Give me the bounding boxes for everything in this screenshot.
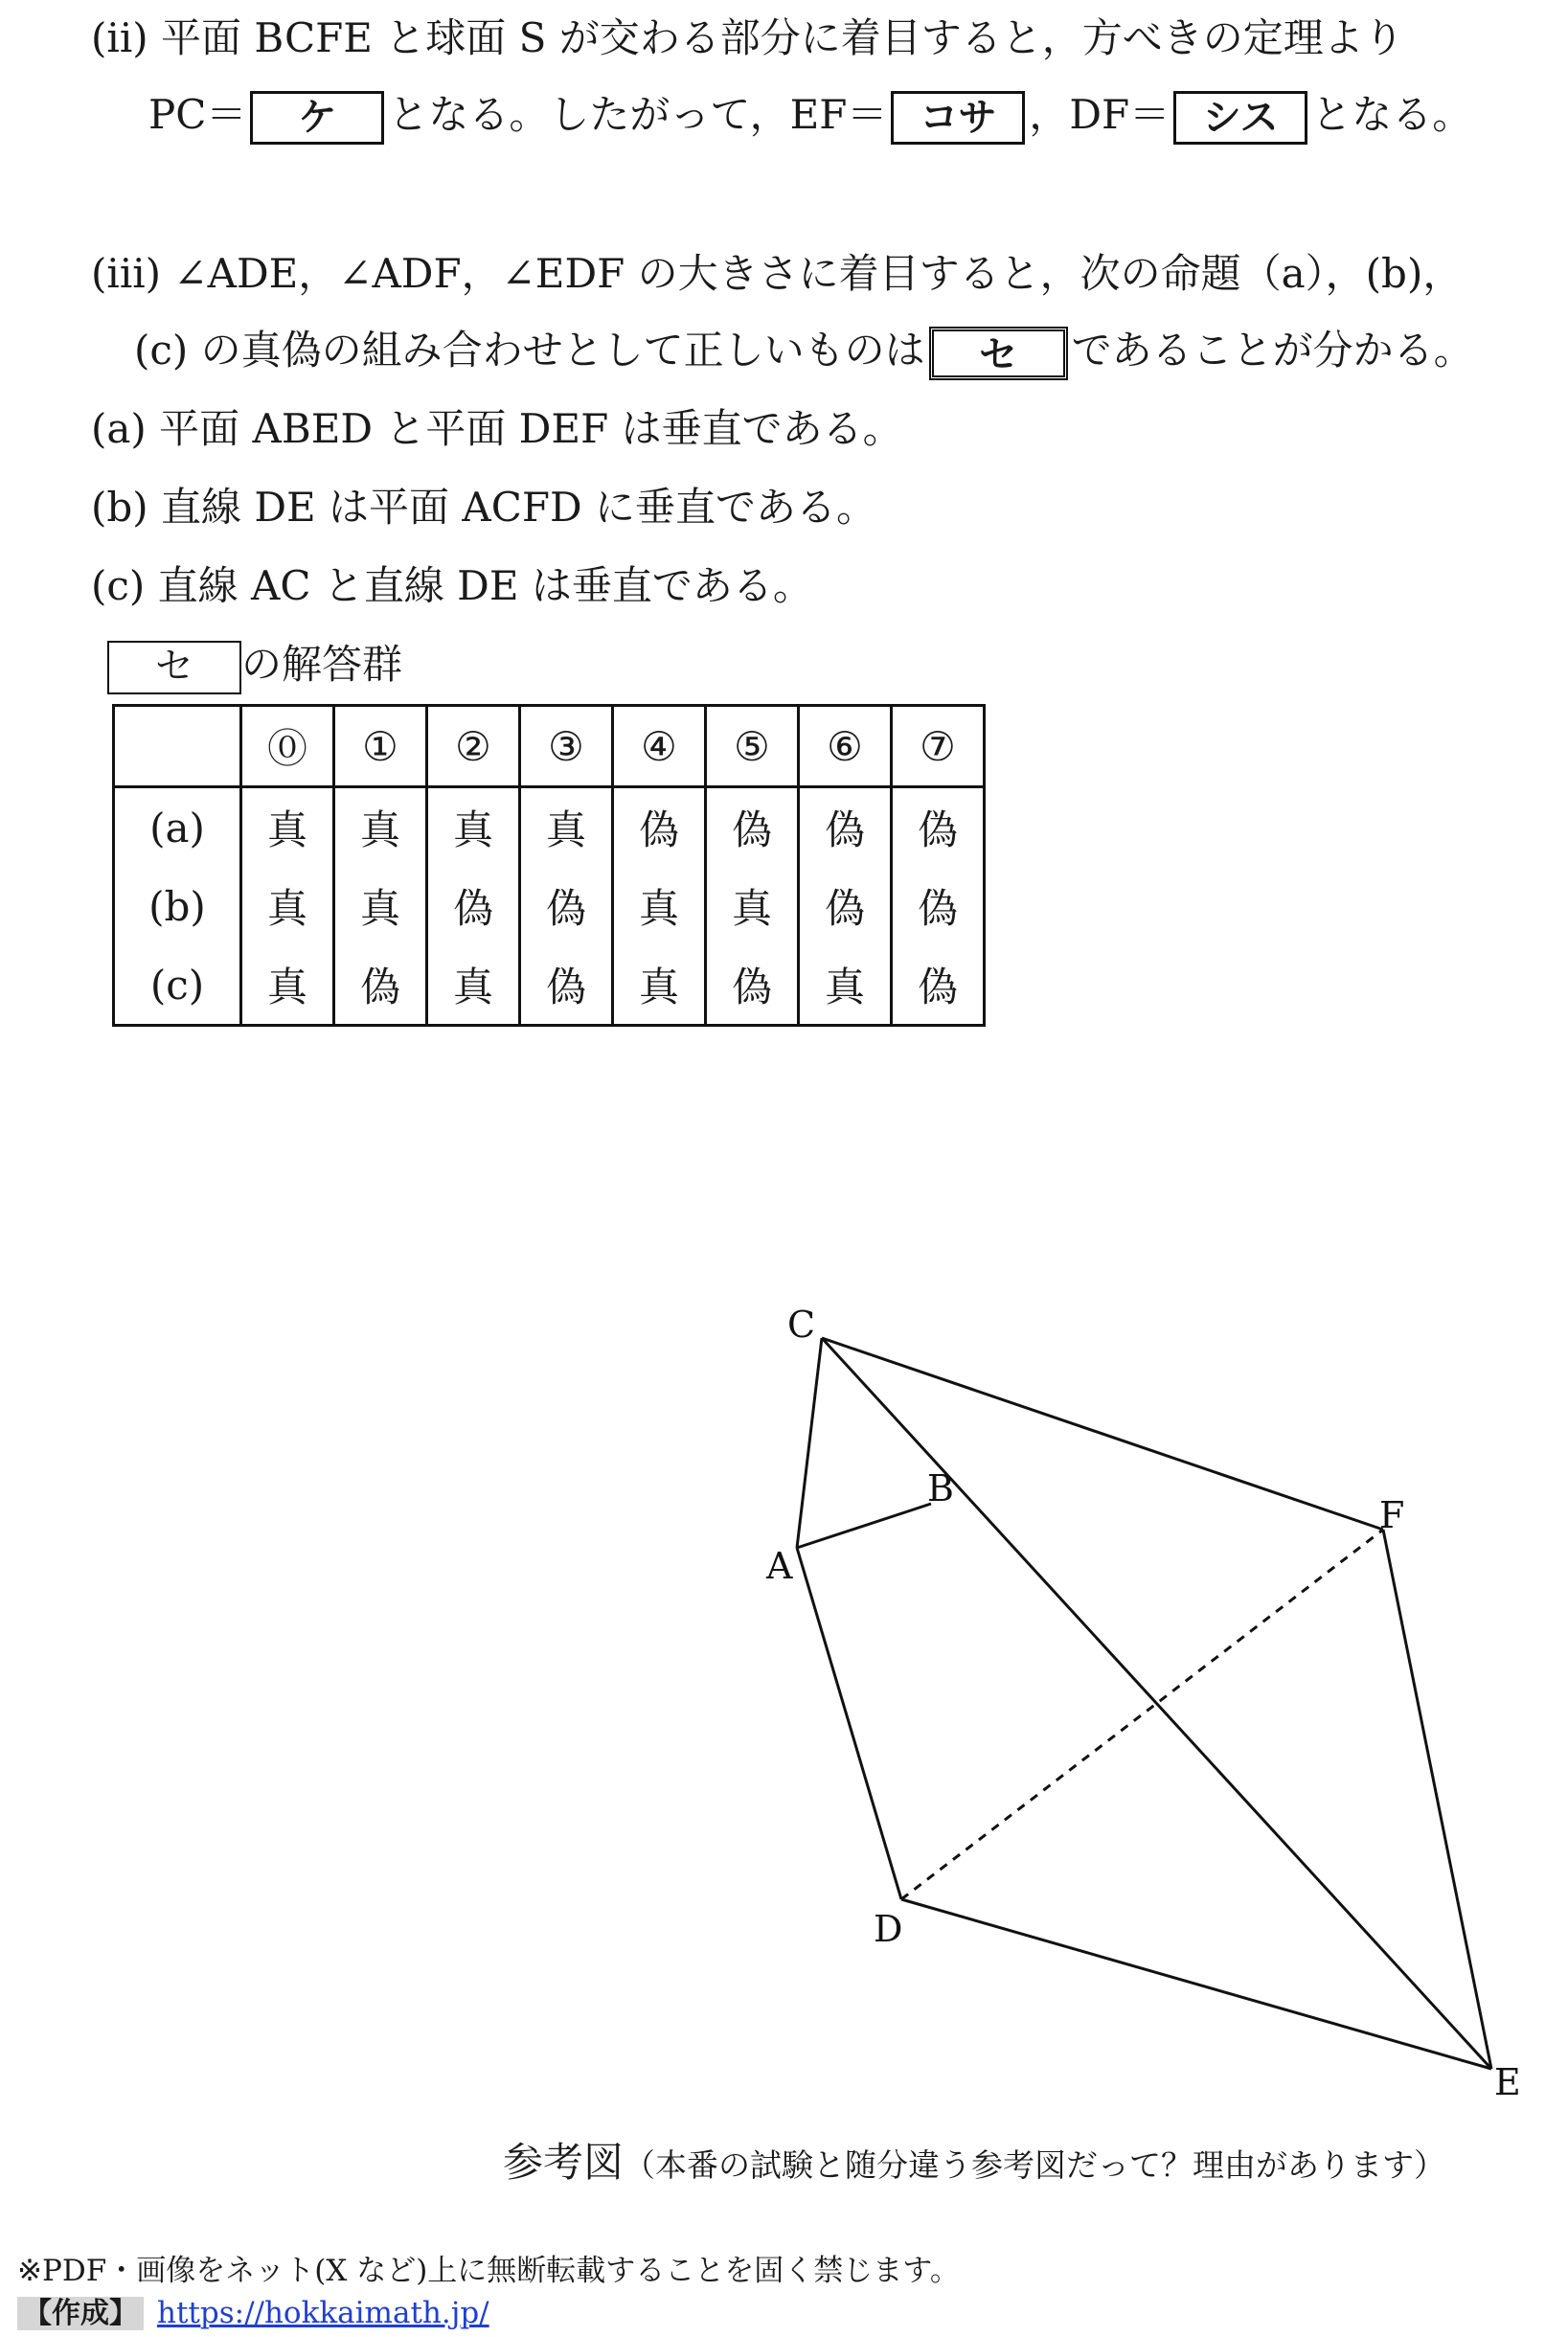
table-cell: 真 <box>334 787 427 868</box>
edge-ce <box>822 1338 1491 2069</box>
table-cell: 真 <box>613 945 706 1026</box>
table-header: ④ <box>613 706 706 787</box>
table-cell: 偽 <box>334 945 427 1026</box>
table-cell: 偽 <box>799 787 892 868</box>
figure-caption-title: 参考図 <box>503 2139 625 2186</box>
table-header: ⑥ <box>799 706 892 787</box>
footer-credit <box>17 2289 489 2331</box>
table-header: ⑤ <box>706 706 799 787</box>
edge-ab <box>797 1504 931 1548</box>
edge-ad <box>797 1548 901 1899</box>
point-label-f: F <box>1379 1494 1405 1536</box>
figure-caption <box>503 2131 1445 2189</box>
point-label-b: B <box>927 1467 954 1509</box>
point-label-e: E <box>1494 2061 1521 2103</box>
table-cell: 偽 <box>892 945 985 1026</box>
table-header: ① <box>334 706 427 787</box>
q2-line1: (ii) 平面 BCFE と球面 S が交わる部分に着目すると，方べきの定理より <box>91 14 1404 61</box>
table-cell: 真 <box>241 945 334 1026</box>
answer-box-se: セ <box>929 327 1068 380</box>
author-link[interactable]: https://hokkaimath.jp/ <box>157 2296 489 2330</box>
table-header: ③ <box>520 706 613 787</box>
answer-box-shisu: シス <box>1173 91 1307 145</box>
q3-line2-b: であることが分かる。 <box>1071 327 1474 374</box>
table-cell: 偽 <box>892 867 985 945</box>
proposition-c: (c) 直線 AC と直線 DE は垂直である。 <box>91 562 813 609</box>
maker-label: 【作成】 <box>17 2297 144 2330</box>
table-cell: 真 <box>334 867 427 945</box>
row-label: (a) <box>149 804 205 851</box>
answer-box-kosa: コサ <box>891 91 1025 145</box>
point-label-d: D <box>874 1908 903 1950</box>
table-cell: 真 <box>241 867 334 945</box>
edge-df-dashed <box>901 1530 1383 1899</box>
table-cell: 偽 <box>892 787 985 868</box>
q3-line2-a: (c) の真偽の組み合わせとして正しいものは <box>134 327 925 374</box>
table-cell: 真 <box>706 867 799 945</box>
table-cell: 偽 <box>706 787 799 868</box>
table-cell: 偽 <box>706 945 799 1026</box>
answer-group-box: セ <box>107 641 241 694</box>
figure-caption-note: （本番の試験と随分違う参考図だって？理由があります） <box>624 2146 1446 2184</box>
proposition-a: (a) 平面 ABED と平面 DEF は垂直である。 <box>91 405 903 452</box>
table-cell: 偽 <box>799 867 892 945</box>
table-header: ② <box>427 706 520 787</box>
edge-cf <box>822 1338 1383 1530</box>
copyright-notice: ※PDF・画像をネット(X など)上に無断転載することを固く禁じます。 <box>17 2254 960 2288</box>
q2-line2-b: となる。したがって，EF＝ <box>388 91 888 138</box>
table-cell: 偽 <box>520 945 613 1026</box>
table-cell: 偽 <box>427 867 520 945</box>
table-cell: 真 <box>520 787 613 868</box>
edge-fe <box>1383 1530 1491 2069</box>
row-label: (c) <box>149 961 205 1009</box>
edge-de <box>901 1899 1491 2069</box>
table-cell: 真 <box>427 787 520 868</box>
q2-line2-c: ，DF＝ <box>1029 91 1170 138</box>
q2-line2-d: となる。 <box>1311 91 1473 138</box>
table-cell: 真 <box>427 945 520 1026</box>
table-header: ⑦ <box>892 706 985 787</box>
table-cell: 真 <box>799 945 892 1026</box>
table-cell: 偽 <box>520 867 613 945</box>
proposition-b: (b) 直線 DE は平面 ACFD に垂直である。 <box>91 484 877 531</box>
table-cell: 真 <box>613 867 706 945</box>
table-header: ⓪ <box>241 706 334 787</box>
row-label: (b) <box>148 882 206 930</box>
edge-ca <box>797 1338 822 1548</box>
point-label-a: A <box>766 1545 793 1587</box>
q2-line2-a: PC＝ <box>148 91 247 138</box>
answer-group-label: の解答群 <box>241 641 403 688</box>
point-label-c: C <box>787 1304 816 1346</box>
answer-box-ke: ケ <box>250 91 384 145</box>
q3-line1: (iii) ∠ADE，∠ADF，∠EDF の大きさに着目すると，次の命題（a），(b)， <box>91 250 1464 297</box>
table-cell: 偽 <box>613 787 706 868</box>
table-cell: 真 <box>241 787 334 868</box>
